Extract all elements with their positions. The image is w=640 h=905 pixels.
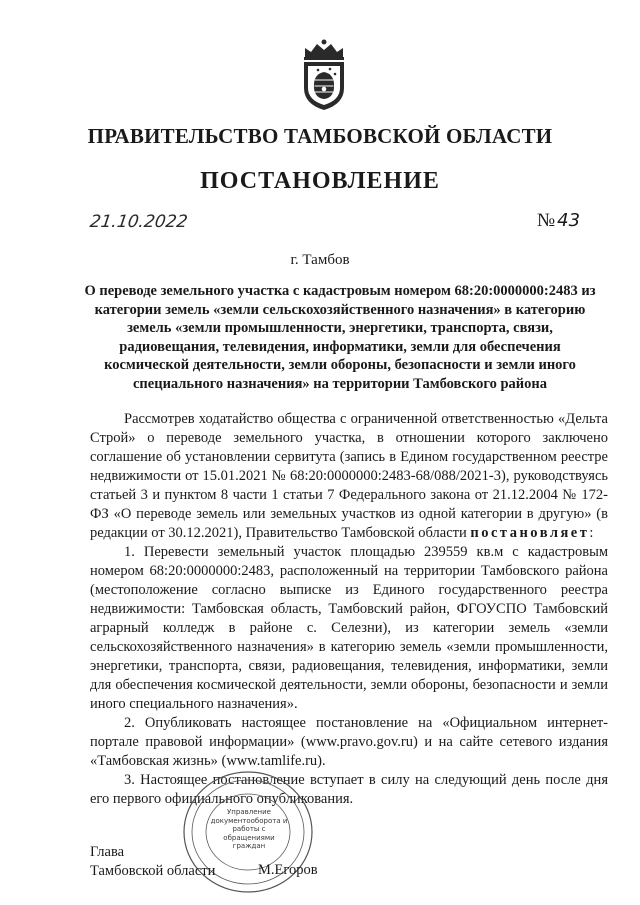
number-value: 43: [557, 210, 581, 231]
handwritten-date: 21.10.2022: [88, 212, 189, 232]
document-body: [90, 410, 608, 809]
signatory-name: М.Егоров: [258, 862, 318, 878]
coat-of-arms-icon: [297, 38, 351, 112]
signature-block: [90, 843, 215, 881]
document-type: ПОСТАНОВЛЕНИЕ: [200, 168, 440, 194]
item-3: 3. Настоящее постановление вступает в силу на следующий день после дня его первого официального опубликования.: [90, 772, 608, 807]
decree-colon: :: [589, 525, 594, 541]
government-title: ПРАВИТЕЛЬСТВО ТАМБОВСКОЙ ОБЛАСТИ: [87, 124, 553, 148]
item-2: 2. Опубликовать настоящее постановление на «Официальном интернет-портале правовой информации» (www.pravo.gov.ru) и на сайте сетевого издания «Тамбовская жизнь» (www.tamlife.ru).: [90, 715, 608, 769]
stamp-text: Управление документооборота и работы с обращениями граждан: [210, 808, 288, 850]
item-1: 1. Перевести земельный участок площадью 239559 кв.м с кадастровым номером 68:20:0000000:2483, расположенный на территории Тамбовского района (местоположение согласно выписке из Единого государственного реестра недвижимости: Тамбовская область, Тамбовский район, ФГОУСПО Тамбовский аграрный колледж в районе с. Селезни), из категории земель «земли сельскохозяйственного назначения» в категорию земель «земли промышленности, энергетики, транспорта, связи, радиовещания, телевидения, информатики, земли для обеспечения космической деятельности, земли обороны, безопасности и земли иного специального назначения».: [90, 544, 608, 712]
signatory-position-line2: Тамбовской области: [90, 863, 216, 879]
preamble-text: Рассмотрев ходатайство общества с ограниченной ответственностью «Дельта Строй» о переводе земельного участка, в отношении которого заключено соглашение об установлении сервитута (запись в Едином государственном реестре недвижимости от 15.01.2021 № 68:20:0000000:2483-68/088/2021-3), руководствуясь статьей 3 и пунктом 8 части 1 статьи 7 Федерального закона от 21.12.2004 № 172-ФЗ «О переводе земель или земельных участков из одной категории в другую» (в редакции от 30.12.2021), Правительство Тамбовской области: [90, 411, 608, 541]
number-sign: №: [537, 210, 556, 231]
signatory-position-line1: Глава: [90, 844, 125, 860]
document-subject: О переводе земельного участка с кадастровым номером 68:20:0000000:2483 из категории земель «земли сельскохозяйственного назначения» в категорию земель «земли промышленности, энергетики, транспорта, связи, радиовещания, телевидения, информатики, земли для обеспечения космической деятельности, земли обороны, безопасности и земли иного специального назначения» на территории Тамбовского района: [84, 283, 596, 392]
decree-word: постановляет: [470, 525, 590, 541]
city: г. Тамбов: [290, 252, 350, 268]
preamble: [90, 410, 608, 543]
document-number: [537, 210, 580, 232]
